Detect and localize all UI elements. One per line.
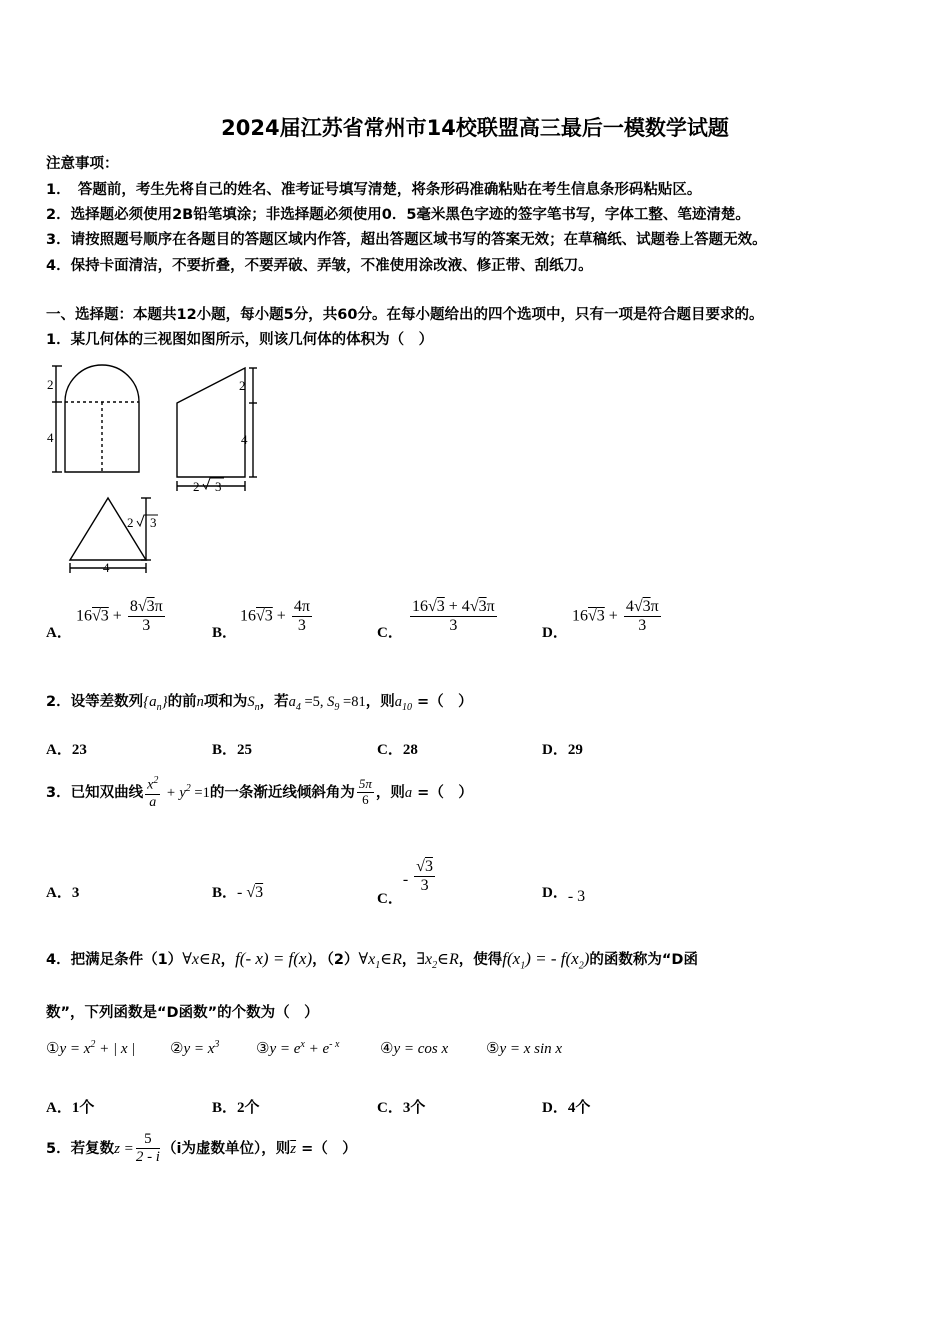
q3-option-b: B．- √3 — [212, 884, 264, 901]
q1-option-c-expr: $\frac{16√3 + 4√3\pi}{3}$ — [412, 598, 495, 635]
dim-label-4: 4 — [103, 560, 110, 575]
q2-option-c: C．28 — [377, 742, 418, 758]
question-4-stem-line1: 4．把满足条件（1）∀x∈R，f(- x) = f(x)，$(2)\forall x_1\in R$，$\exists x_2\in R$，使得$f(x_1)$ = - $f(x_2)$的函数称为“D函 — [46, 949, 698, 972]
q1-option-d-expr: 16√3 + $\frac{4√3\pi}{3}$ — [572, 598, 659, 635]
notice-item: 1． 答题前，考生先将自己的姓名、准考证号填写清楚，将条形码准确粘贴在考生信息条形码粘贴区。 — [46, 182, 702, 198]
dim-label-4: 4 — [241, 432, 248, 447]
notice-heading: 注意事项： — [46, 156, 119, 172]
q1-option-b-expr: 16√3 + $\frac{4\pi}{3}$ — [240, 598, 310, 635]
dim-label-2r3-coef: 2 — [127, 515, 134, 530]
q1-option-b-label: B． — [212, 625, 238, 641]
q1-option-a-expr: 16√3 + $\frac{8√3\pi}{3}$ — [76, 598, 163, 635]
q4-option-a: A．1个 — [46, 1100, 95, 1116]
notice-item: 4．保持卡面清洁，不要折叠，不要弄破、弄皱，不准使用涂改液、修正带、刮纸刀。 — [46, 258, 593, 274]
q4-function-4: ④y = cos x — [380, 1041, 449, 1057]
front-view-shape — [65, 365, 139, 472]
page-title: 2024届江苏省常州市14校联盟高三最后一模数学试题 — [221, 116, 729, 140]
q4-option-b: B．2个 — [212, 1100, 260, 1116]
question-2-stem: 2．设等差数列$\{a_n\}$的前n项和为$S_n$，若$a_4 =5$, $S_9 =81$，则$a_{10}$ =（ ） — [46, 694, 473, 713]
q3-option-c: C．- $\frac{√3}{3}$ — [377, 858, 433, 908]
notice-item: 2．选择题必须使用2B铅笔填涂；非选择题必须使用0．5毫米黑色字迹的签字笔书写，字体工整、笔迹清楚。 — [46, 207, 750, 223]
q4-function-2: ②y = $x^3$ — [170, 1039, 220, 1057]
q4-function-5: ⑤y = x sin x — [486, 1041, 563, 1057]
question-4-stem-line2: 数”，下列函数是“D函数”的个数为（ ） — [46, 1005, 319, 1021]
question-3-stem: 3．已知双曲线 $\frac{x^2}{a}$ + $y^2 =1$的一条渐近线倾斜角为 $\frac{5\pi}{6}$ ，则a =（ ） — [46, 775, 473, 810]
dim-label-2r3-rad: 3 — [215, 479, 222, 494]
three-view-figure — [40, 360, 270, 580]
q4-function-1: ①y = $x^2$ + | x | — [46, 1039, 136, 1057]
q4-function-3: ③y = $e^x + e^{- x}$ — [256, 1039, 340, 1057]
dim-label-2: 2 — [239, 378, 246, 393]
side-view-shape — [177, 368, 245, 477]
top-view-triangle — [70, 498, 146, 560]
section-heading: 一、选择题：本题共12小题，每小题5分，共60分。在每小题给出的四个选项中，只有一项是符合题目要求的。 — [46, 307, 764, 323]
q1-option-a-label: A． — [46, 625, 72, 641]
q4-option-d: D．4个 — [542, 1100, 591, 1116]
dim-label-2: 2 — [47, 377, 54, 392]
q3-option-a: A．3 — [46, 885, 80, 901]
q1-option-c-label: C． — [377, 625, 403, 641]
notice-item: 3．请按照题号顺序在各题目的答题区域内作答，超出答题区域书写的答案无效；在草稿纸、试题卷上答题无效。 — [46, 232, 767, 248]
q2-option-d: D．29 — [542, 742, 583, 758]
dim-label-2r3-coef: 2 — [193, 479, 200, 494]
q4-option-c: C．3个 — [377, 1100, 426, 1116]
q2-option-b: B．25 — [212, 742, 253, 758]
q2-option-a: A．23 — [46, 742, 87, 758]
q3-option-d: D．- 3 — [542, 885, 586, 905]
q1-option-d-label: D． — [542, 625, 568, 641]
dim-label-2r3-rad: 3 — [150, 515, 157, 530]
question-5-stem: 5．若复数z = $\frac{5}{2 - i}$ （i为虚数单位），则$\overline{z}$ =（ ） — [46, 1131, 357, 1166]
question-1-stem: 1．某几何体的三视图如图所示，则该几何体的体积为（ ） — [46, 332, 434, 348]
dim-label-4: 4 — [47, 430, 54, 445]
